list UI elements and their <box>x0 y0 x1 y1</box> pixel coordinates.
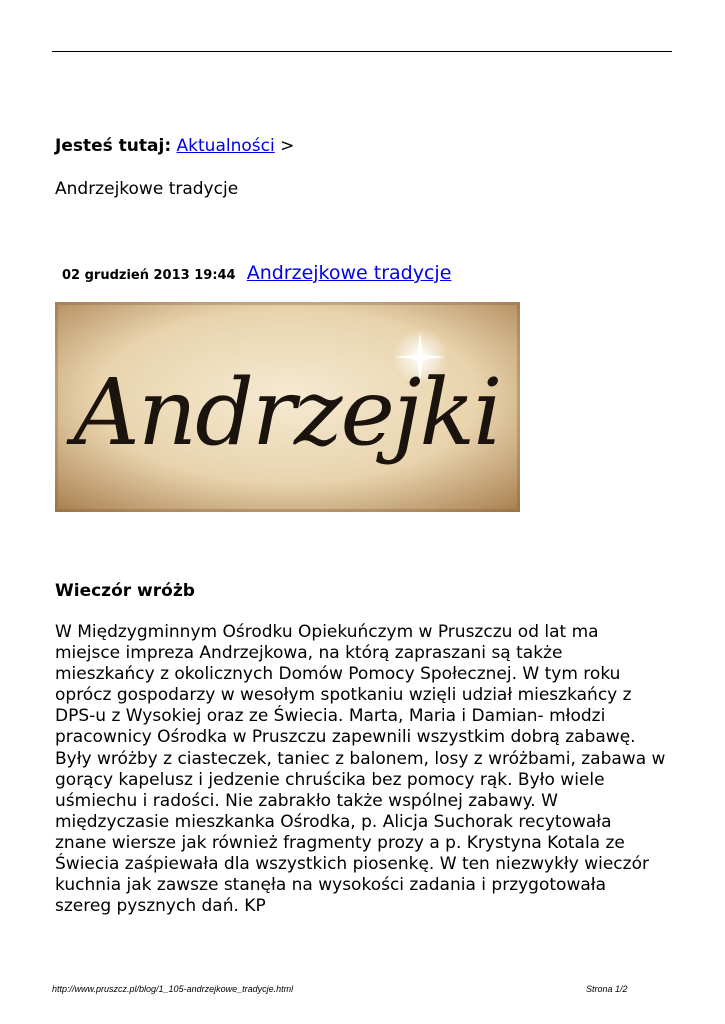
breadcrumb-link-news[interactable]: Aktualności <box>176 136 275 156</box>
article-body: W Międzygminnym Ośrodku Opiekuńczym w Pruszczu od lat ma miejsce impreza Andrzejkowa, na którą zapraszani są także mieszkańcy z okolicznych Domów Pomocy Społecznej. W tym roku oprócz gospodarzy w wesołym spotkaniu wzięli udział mieszkańcy z DPS-u z Wysokiej oraz ze Świecia. Marta, Maria i Damian- młodzi pracownicy Ośrodka w Pruszczu zapewnili wszystkim dobrą zabawę. Były wróżby z ciasteczek, taniec z balonem, losy z wróżbami, zabawa w gorący kapelusz i jedzenie chruścika bez pomocy rąk. Było wiele uśmiechu i radości. Nie zabrakło także wspólnej zabawy. W międzyczasie mieszkanka Ośrodka, p. Alicja Suchorak recytowała znane wiersze jak również fragmenty prozy a p. Krystyna Kotala ze Świecia zaśpiewała dla wszystkich piosenkę. W ten niezwykły wieczór kuchnia jak zawsze stanęła na wysokości zadania i przygotowała szereg pysznych dań. KP <box>55 622 666 917</box>
article-meta <box>62 262 451 284</box>
article-date: 02 grudzień 2013 19:44 <box>62 268 236 283</box>
footer-url: http://www.pruszcz.pl/blog/1_105-andrzejkowe_tradycje.html <box>52 984 294 994</box>
article-image <box>55 302 520 512</box>
page-title: Andrzejkowe tradycje <box>55 179 239 199</box>
footer-page-number: Strona 1/2 <box>586 984 628 994</box>
breadcrumb <box>55 135 294 157</box>
header-rule <box>52 51 672 52</box>
article-title-link[interactable]: Andrzejkowe tradycje <box>246 262 452 284</box>
section-title: Wieczór wróżb <box>55 581 195 601</box>
breadcrumb-label: Jesteś tutaj: <box>55 136 172 156</box>
image-lettering: Andrzejki <box>73 359 501 466</box>
breadcrumb-separator: > <box>280 136 295 156</box>
